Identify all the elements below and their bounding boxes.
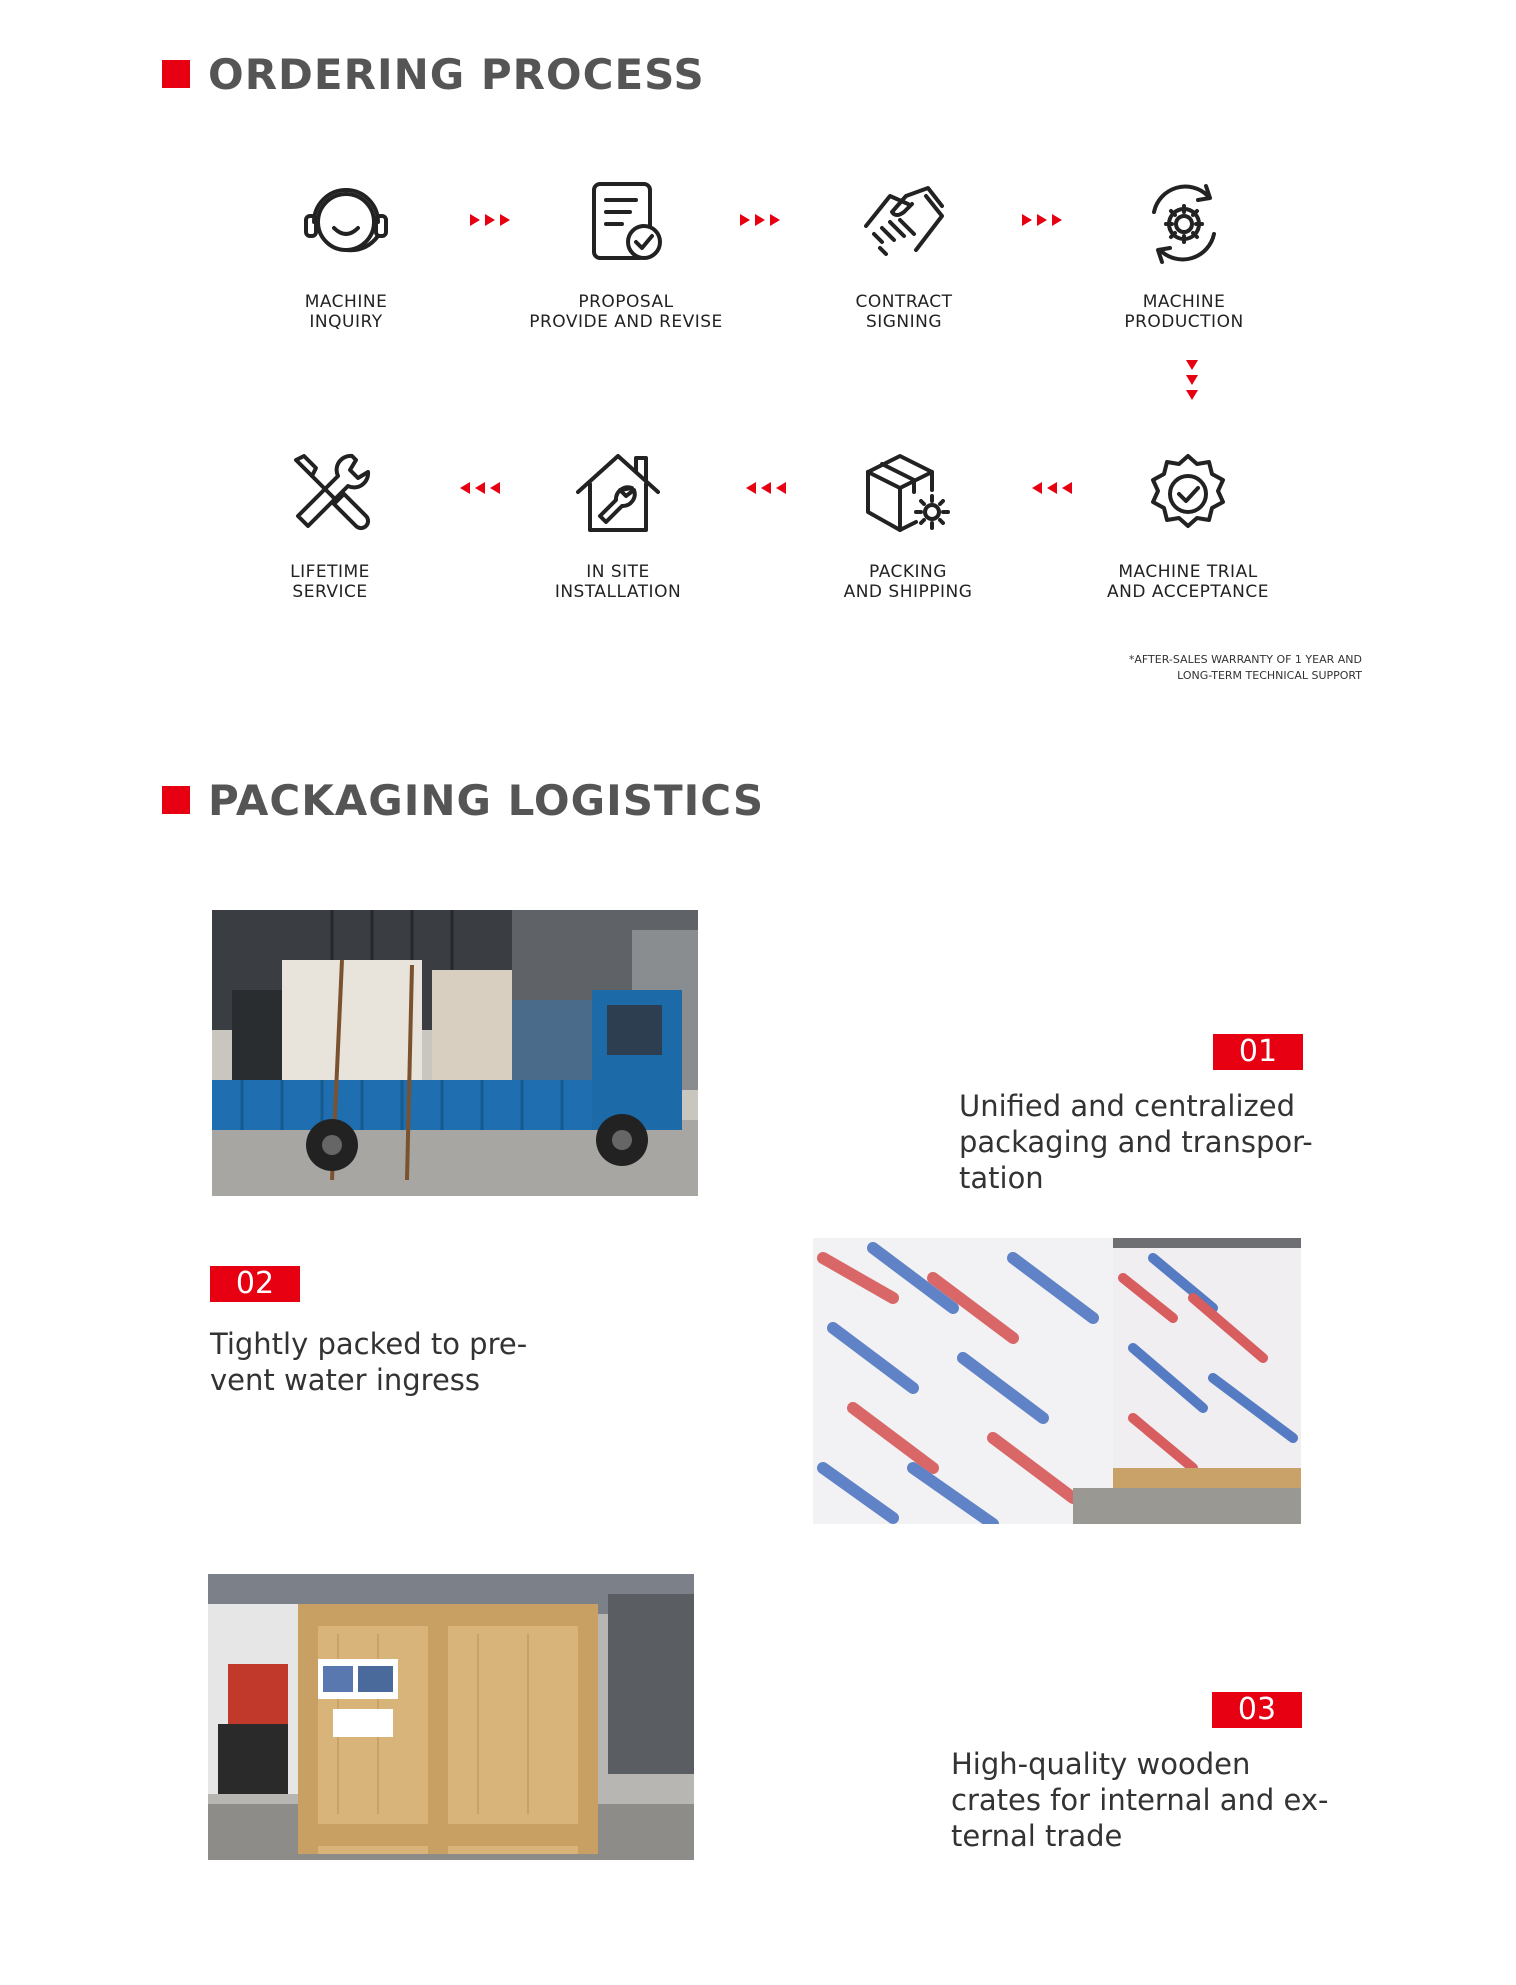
feature-number-badge: 02	[210, 1266, 300, 1302]
section-title-packaging: PACKAGING LOGISTICS	[208, 776, 765, 825]
gear-cycle-icon	[1136, 176, 1232, 272]
step-label: MACHINE INQUIRY	[304, 292, 388, 332]
section-marker	[162, 60, 190, 88]
step-label: PROPOSAL PROVIDE AND REVISE	[529, 292, 723, 332]
arrow-right	[740, 212, 782, 233]
feature-number-badge: 01	[1213, 1034, 1303, 1070]
badge-check-icon	[1140, 446, 1236, 542]
handshake-icon	[856, 176, 952, 272]
step-label: MACHINE PRODUCTION	[1124, 292, 1244, 332]
step-proposal	[506, 176, 746, 332]
step-label: CONTRACT SIGNING	[855, 292, 953, 332]
step-lifetime-service	[210, 446, 450, 602]
step-label: IN SITE INSTALLATION	[554, 562, 682, 602]
feature-description: High-quality wooden crates for internal and ex- ternal trade	[951, 1747, 1329, 1853]
arrow-down	[1184, 360, 1200, 407]
step-machine-inquiry	[226, 176, 466, 332]
step-label: PACKING AND SHIPPING	[843, 562, 973, 602]
arrow-left	[460, 480, 502, 501]
house-wrench-icon	[570, 446, 666, 542]
step-trial-acceptance	[1068, 446, 1308, 602]
step-label: MACHINE TRIAL AND ACCEPTANCE	[1107, 562, 1269, 602]
arrow-left	[746, 480, 788, 501]
feature-description: Unified and centralized packaging and transpor- tation	[959, 1089, 1313, 1195]
step-packing	[788, 446, 1028, 602]
arrow-right	[1022, 212, 1064, 233]
headset-icon	[298, 176, 394, 272]
feature-description: Tightly packed to pre- vent water ingress	[210, 1327, 528, 1397]
document-check-icon	[578, 176, 674, 272]
step-label: LIFETIME SERVICE	[290, 562, 370, 602]
step-contract	[784, 176, 1024, 332]
section-marker	[162, 786, 190, 814]
tools-icon	[282, 446, 378, 542]
section-title-ordering: ORDERING PROCESS	[208, 50, 705, 99]
photo-truck	[212, 910, 698, 1196]
step-production	[1064, 176, 1304, 332]
photo-wooden-crate	[208, 1574, 694, 1860]
box-gear-icon	[860, 446, 956, 542]
photo-bubble-wrap	[813, 1238, 1301, 1524]
feature-number-badge: 03	[1212, 1692, 1302, 1728]
step-installation	[498, 446, 738, 602]
warranty-note: *AFTER-SALES WARRANTY OF 1 YEAR AND LONG-TERM TECHNICAL SUPPORT	[1128, 653, 1362, 682]
